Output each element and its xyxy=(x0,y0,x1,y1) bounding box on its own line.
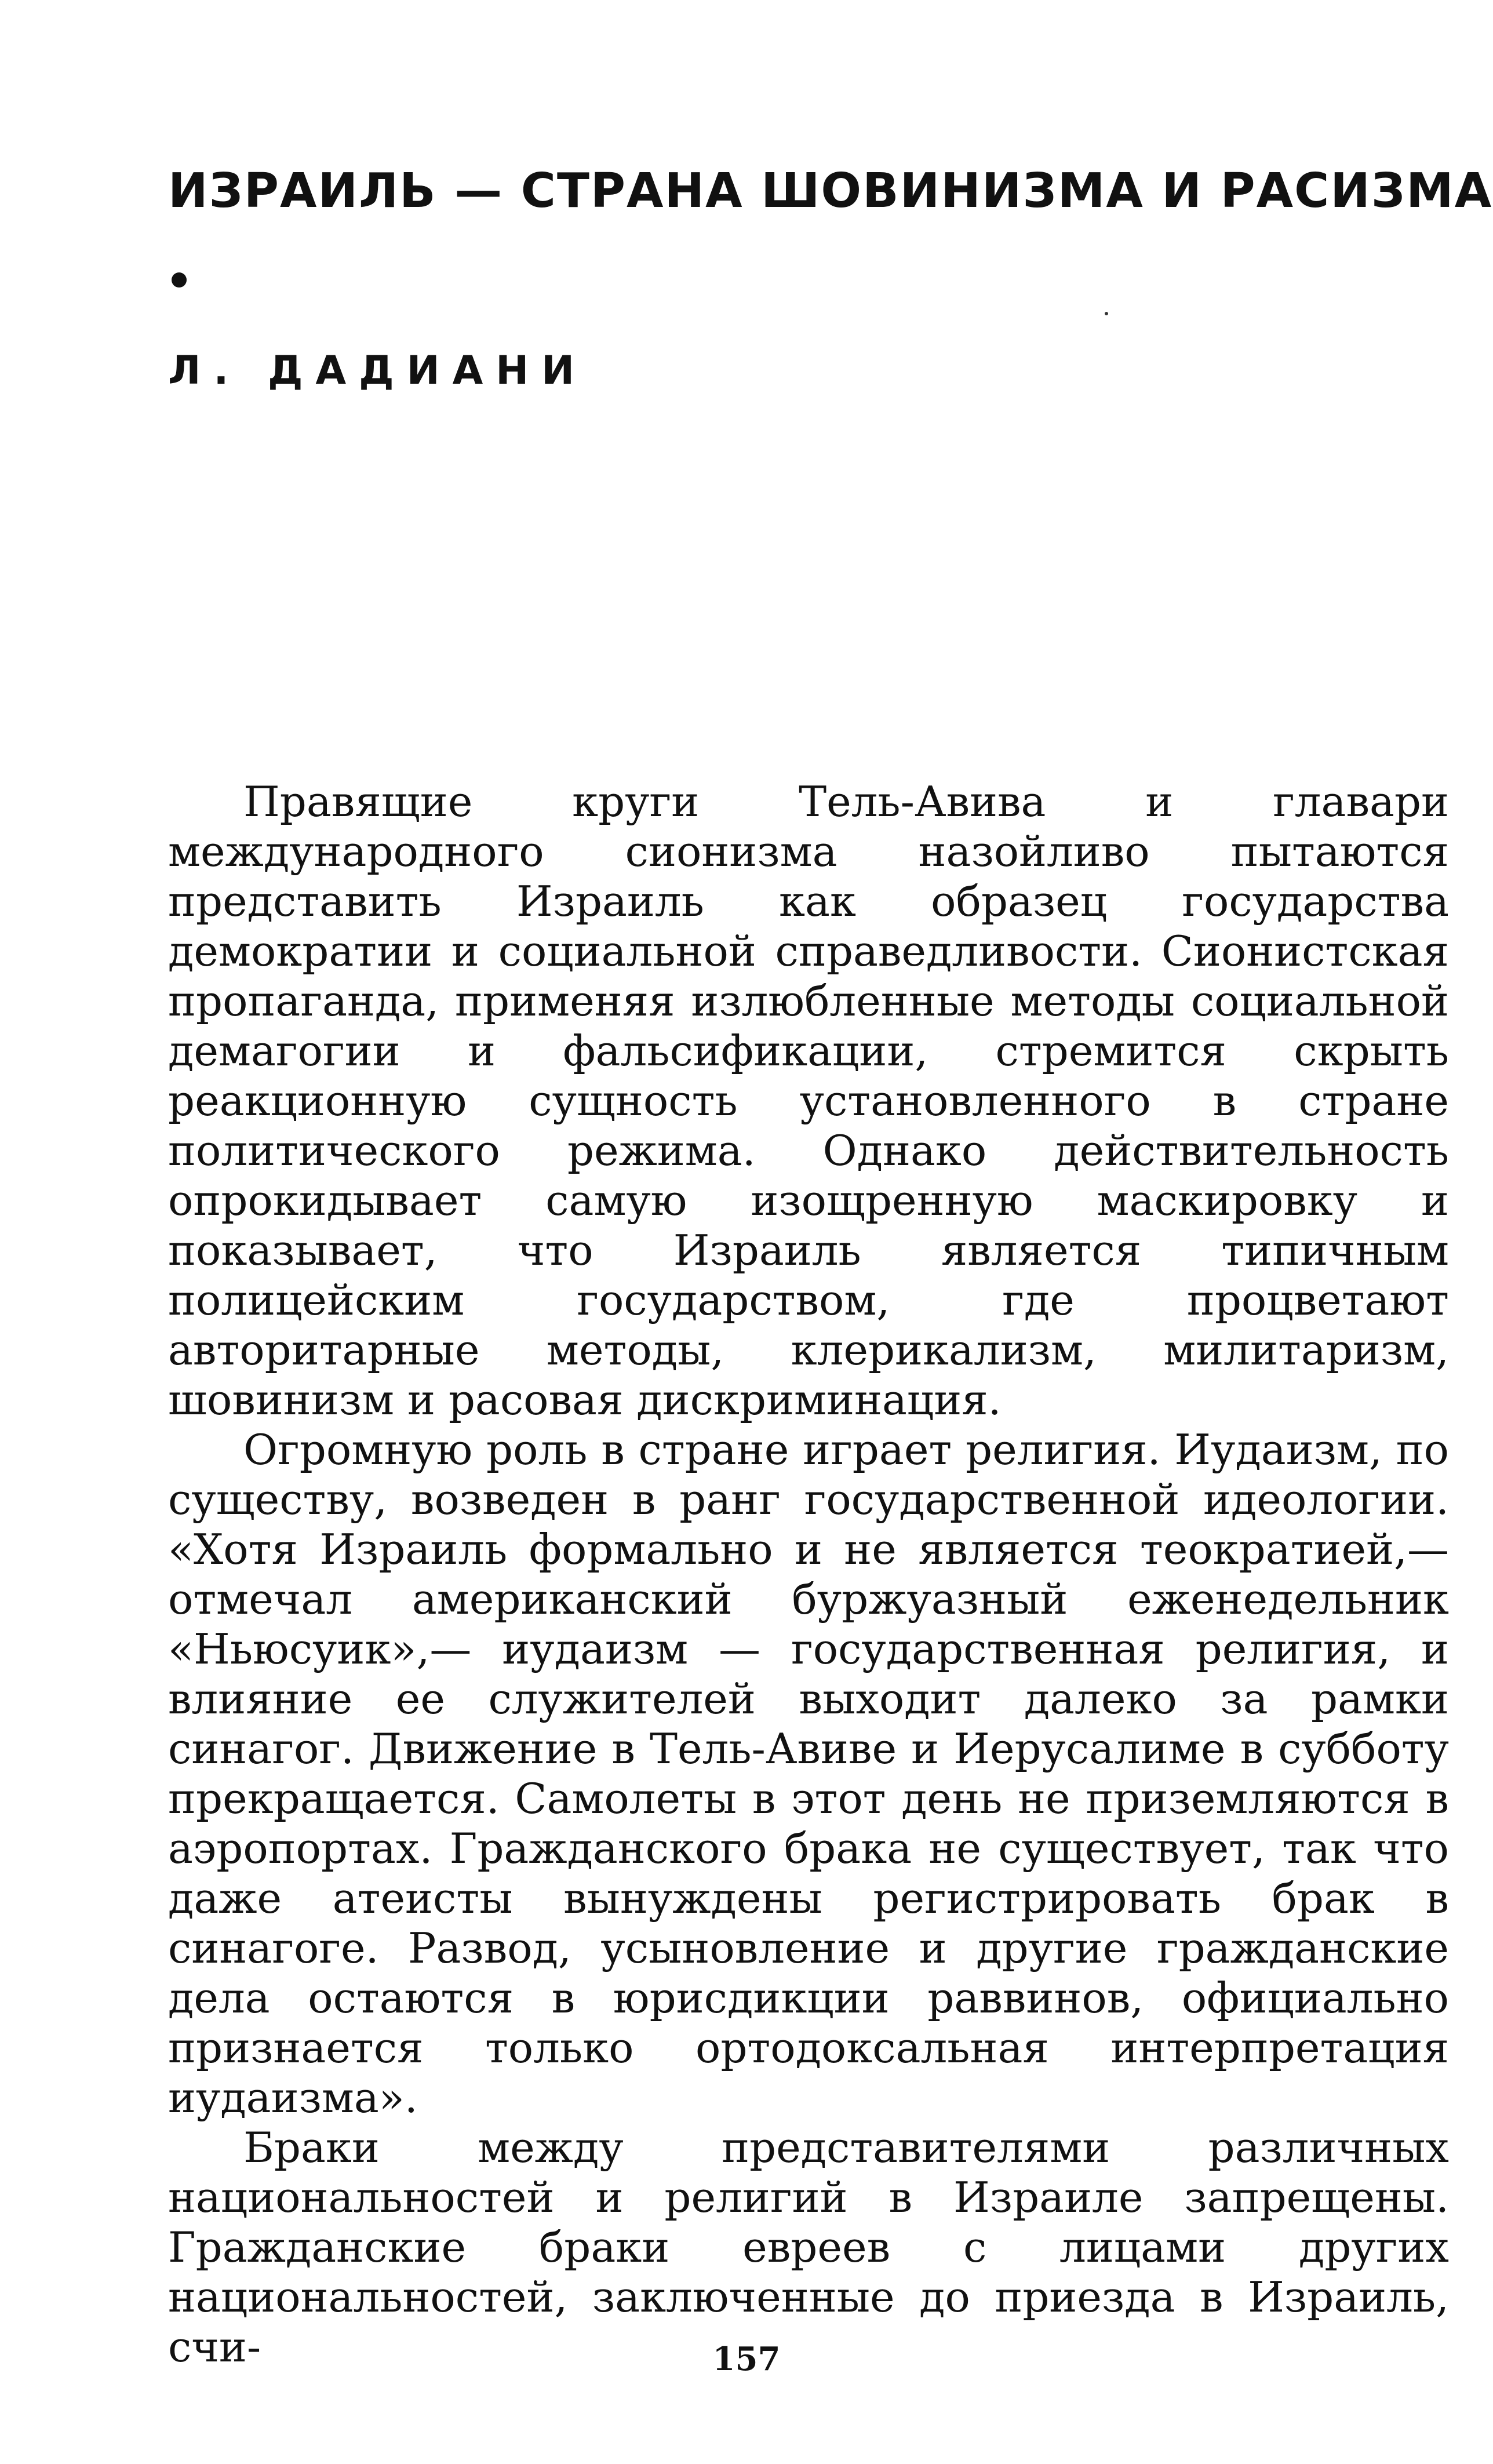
paragraph: Правящие круги Тель-Авива и главари международного сионизма назойливо пытаются представить Израиль как образец государства демократии и социальной справедливости. Сионистская пропаганда, применяя излюбленные методы социальной демагогии и фальсификации, стремится скрыть реакционную сущность установленного в стране политического режима. Однако действительность опрокидывает самую изощренную маскировку и показывает, что Израиль является типичным полицейским государством, где процветают авторитарные методы, клерикализм, милитаризм, шовинизм и расовая дискриминация. xyxy=(168,777,1449,1424)
bullet-ornament xyxy=(172,272,187,287)
article-author: Л. ДАДИАНИ xyxy=(168,348,588,394)
paragraph: Огромную роль в стране играет религия. Иудаизм, по существу, возведен в ранг государственной идеологии. «Хотя Израиль формально и не является теократией,— отмечал американский буржуазный еженедельник «Ньюсуик»,— иудаизм — государственная религия, и влияние ее служителей выходит далеко за рамки синагог. Движение в Тель-Авиве и Иерусалиме в субботу прекращается. Самолеты в этот день не приземляются в аэропортах. Гражданского брака не существует, так что даже атеисты вынуждены регистрировать брак в синагоге. Развод, усыновление и другие гражданские дела остаются в юрисдикции раввинов, официально признается только ортодоксальная интерпретация иудаизма». xyxy=(168,1425,1449,2122)
page-number: 157 xyxy=(712,2340,781,2378)
paragraph: Браки между представителями различных национальностей и религий в Израиле запрещены. Гражданские браки евреев с лицами других национальностей, заключенные до приезда в Израиль, счи- xyxy=(168,2123,1449,2371)
article-body xyxy=(168,777,1449,2372)
article-title: ИЗРАИЛЬ — СТРАНА ШОВИНИЗМА И РАСИЗМА xyxy=(168,163,1493,219)
print-speck xyxy=(1105,312,1108,315)
